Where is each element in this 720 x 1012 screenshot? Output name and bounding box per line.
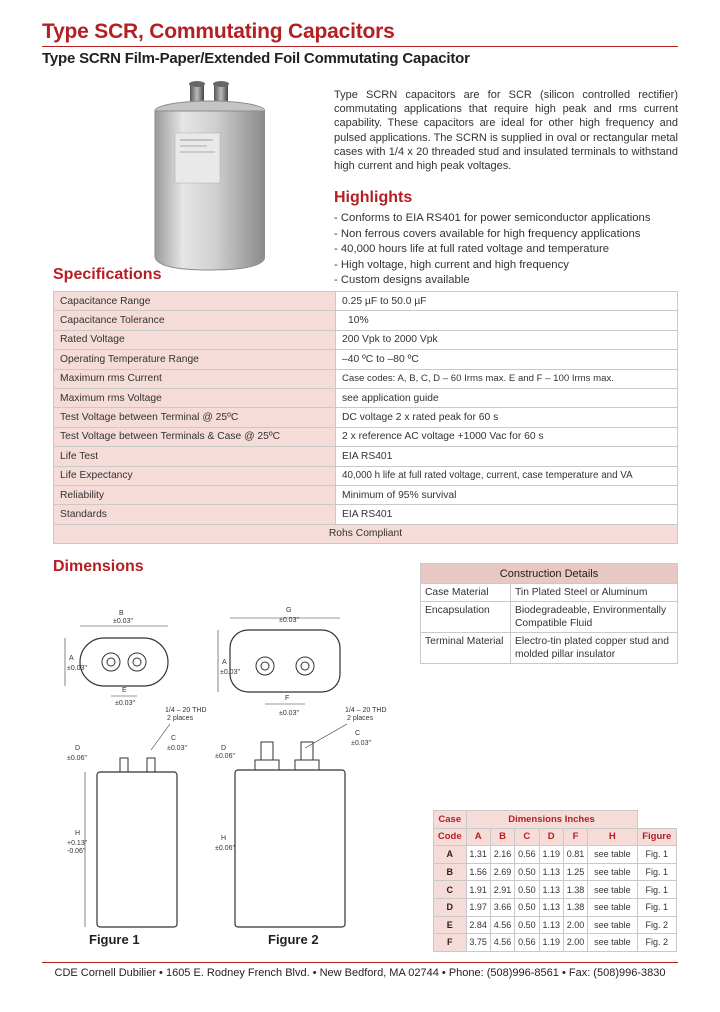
table-row xyxy=(434,863,677,881)
spec-value: 2 x reference AC voltage +1000 Vac for 60 s xyxy=(336,427,678,446)
table-row xyxy=(434,898,677,916)
cell: 0.50 xyxy=(515,898,539,916)
label-h2: H xyxy=(221,835,227,842)
spec-value: 200 Vpk to 2000 Vpk xyxy=(336,330,678,349)
spec-label: Maximum rms Voltage xyxy=(54,388,336,407)
label-f-tol: ±0.03" xyxy=(279,710,299,717)
spec-label: Rated Voltage xyxy=(54,330,336,349)
case-code: B xyxy=(434,863,467,881)
construction-value: Tin Plated Steel or Aluminum xyxy=(511,584,678,602)
construction-label: Encapsulation xyxy=(421,602,511,633)
spec-value: Case codes: A, B, C, D – 60 Irms max. E and F – 100 Irms max. xyxy=(336,369,678,388)
cell: 0.81 xyxy=(563,846,587,864)
cell: 1.13 xyxy=(539,881,563,899)
capacitor-photo xyxy=(135,78,265,273)
list-item: - Conforms to EIA RS401 for power semiconductor applications xyxy=(334,212,651,224)
table-row xyxy=(421,584,678,602)
cell: 2.84 xyxy=(466,916,490,934)
dimension-drawings xyxy=(55,600,395,930)
label-h: H xyxy=(75,830,81,837)
table-row xyxy=(54,350,678,369)
column-header: B xyxy=(490,828,514,846)
table-row xyxy=(54,447,678,466)
spec-label: Reliability xyxy=(54,485,336,504)
spec-label: Standards xyxy=(54,505,336,524)
spec-label: Test Voltage between Terminals & Case @ 25ºC xyxy=(54,427,336,446)
label-c: C xyxy=(171,735,177,742)
table-row xyxy=(54,524,678,543)
case-code: E xyxy=(434,916,467,934)
cell: 2.91 xyxy=(490,881,514,899)
table-row xyxy=(54,311,678,330)
label-d-tol: ±0.06" xyxy=(67,755,87,762)
cell: 1.13 xyxy=(539,863,563,881)
cell: see table xyxy=(588,898,637,916)
intro-paragraph: Type SCRN capacitors are for SCR (silicon controlled rectifier) commutating applications that require high peak and rms current capability. These capacitors are ideal for other high frequency and pulsed applications. The SCRN is supplied in oval or rectangular metal cases with 1/4 x 20 threaded stud and insulated terminals to withstand high current and high peak voltages. xyxy=(334,89,678,173)
cell: Fig. 1 xyxy=(637,898,676,916)
table-row xyxy=(434,934,677,952)
construction-value: Biodegradeable, Environmentally Compatible Fluid xyxy=(511,602,678,633)
dimensions-heading: Dimensions xyxy=(53,558,144,575)
column-header: F xyxy=(563,828,587,846)
label-g-tol: ±0.03" xyxy=(279,617,299,624)
spec-value: EIA RS401 xyxy=(336,447,678,466)
table-row xyxy=(54,466,678,485)
case-code: A xyxy=(434,846,467,864)
table-row xyxy=(434,811,677,829)
label-f: F xyxy=(285,695,290,702)
cell: 4.56 xyxy=(490,934,514,952)
specifications-heading: Specifications xyxy=(53,266,162,283)
label-e: E xyxy=(122,687,127,694)
case-header: Case xyxy=(434,811,467,829)
label-c2-tol: ±0.03" xyxy=(351,740,371,747)
rohs-row: Rohs Compliant xyxy=(54,524,678,543)
label-stud2b: 2 places xyxy=(347,715,374,722)
page-title: Type SCR, Commutating Capacitors xyxy=(42,20,395,43)
cell: 1.31 xyxy=(466,846,490,864)
cell: Fig. 2 xyxy=(637,934,676,952)
spec-value: 0.25 µF to 50.0 µF xyxy=(336,292,678,311)
label-h-tol1: +0.13" xyxy=(67,840,88,847)
cell: Fig. 2 xyxy=(637,916,676,934)
cell: Fig. 1 xyxy=(637,846,676,864)
spec-label: Operating Temperature Range xyxy=(54,350,336,369)
table-row xyxy=(54,330,678,349)
spec-value: 10% xyxy=(336,311,678,330)
label-d2: D xyxy=(221,745,227,752)
table-row xyxy=(54,427,678,446)
label-stud2: 1/4 – 20 THD xyxy=(345,707,387,714)
cell: 3.75 xyxy=(466,934,490,952)
table-row xyxy=(434,828,677,846)
cell: see table xyxy=(588,863,637,881)
table-row xyxy=(54,292,678,311)
column-header: H xyxy=(588,828,637,846)
table-row xyxy=(434,846,677,864)
case-code: F xyxy=(434,934,467,952)
case-code: D xyxy=(434,898,467,916)
label-a2-tol: ±0.03" xyxy=(220,669,240,676)
spec-value: 40,000 h life at full rated voltage, current, case temperature and VA xyxy=(336,466,678,485)
cell: 1.19 xyxy=(539,846,563,864)
table-row xyxy=(434,881,677,899)
cell: Fig. 1 xyxy=(637,881,676,899)
table-row xyxy=(54,369,678,388)
table-row xyxy=(54,388,678,407)
figure-2-label: Figure 2 xyxy=(268,932,319,947)
list-item: - 40,000 hours life at full rated voltage and temperature xyxy=(334,243,610,256)
list-item: - High voltage, high current and high frequency xyxy=(334,258,569,271)
highlights-heading: Highlights xyxy=(334,189,413,206)
table-row xyxy=(421,602,678,633)
column-header: D xyxy=(539,828,563,846)
list-item: - Custom designs available xyxy=(334,274,470,287)
label-e-tol: ±0.03" xyxy=(115,700,135,707)
label-a: A xyxy=(69,655,74,662)
page-subtitle: Type SCRN Film-Paper/Extended Foil Commutating Capacitor xyxy=(42,50,470,67)
label-h2-tol: ±0.06" xyxy=(215,845,235,852)
title-rule xyxy=(42,46,678,47)
spec-label: Life Test xyxy=(54,447,336,466)
table-row xyxy=(421,633,678,664)
cell: 2.00 xyxy=(563,934,587,952)
label-d: D xyxy=(75,745,81,752)
specifications-table xyxy=(53,291,678,544)
cell: 0.50 xyxy=(515,881,539,899)
cell: 1.56 xyxy=(466,863,490,881)
cell: see table xyxy=(588,916,637,934)
construction-label: Case Material xyxy=(421,584,511,602)
cell: 2.16 xyxy=(490,846,514,864)
dimensions-table xyxy=(433,810,677,952)
spec-label: Maximum rms Current xyxy=(54,369,336,388)
cell: 4.56 xyxy=(490,916,514,934)
cell: see table xyxy=(588,881,637,899)
figure-1-label: Figure 1 xyxy=(89,932,140,947)
label-a-tol: ±0.03" xyxy=(67,665,87,672)
dimensions-group-header: Dimensions Inches xyxy=(466,811,637,829)
cell: 0.50 xyxy=(515,863,539,881)
label-stud1b: 2 places xyxy=(167,715,194,722)
label-h-tol2: -0.06" xyxy=(67,848,86,855)
label-g: G xyxy=(286,607,292,614)
cell: 0.50 xyxy=(515,916,539,934)
cell: 2.69 xyxy=(490,863,514,881)
spec-value: EIA RS401 xyxy=(336,505,678,524)
cell: see table xyxy=(588,934,637,952)
spec-label: Test Voltage between Terminal @ 25ºC xyxy=(54,408,336,427)
footer-contact: CDE Cornell Dubilier • 1605 E. Rodney French Blvd. • New Bedford, MA 02744 • Phone: (508)996-8561 • Fax: (508)996-3830 xyxy=(54,967,666,979)
label-stud1: 1/4 – 20 THD xyxy=(165,707,207,714)
footer-rule xyxy=(42,962,678,963)
construction-label: Terminal Material xyxy=(421,633,511,664)
table-row xyxy=(434,916,677,934)
table-row xyxy=(54,408,678,427)
cell: 1.19 xyxy=(539,934,563,952)
table-row xyxy=(54,485,678,504)
column-header: Code xyxy=(434,828,467,846)
construction-value: Electro-tin plated copper stud and molded pillar insulator xyxy=(511,633,678,664)
spec-label: Capacitance Tolerance xyxy=(54,311,336,330)
cell: 1.13 xyxy=(539,898,563,916)
column-header: C xyxy=(515,828,539,846)
construction-table xyxy=(420,563,678,664)
label-c-tol: ±0.03" xyxy=(167,745,187,752)
label-b-tol: ±0.03" xyxy=(113,618,133,625)
cell: see table xyxy=(588,846,637,864)
spec-value: see application guide xyxy=(336,388,678,407)
cell: 0.56 xyxy=(515,846,539,864)
table-row xyxy=(421,564,678,584)
spec-label: Capacitance Range xyxy=(54,292,336,311)
spec-value: –40 ºC to –80 ºC xyxy=(336,350,678,369)
cell: 1.38 xyxy=(563,898,587,916)
cell: 1.13 xyxy=(539,916,563,934)
spec-label: Life Expectancy xyxy=(54,466,336,485)
cell: 2.00 xyxy=(563,916,587,934)
cell: 1.91 xyxy=(466,881,490,899)
highlights-list xyxy=(334,211,678,289)
label-a2: A xyxy=(222,659,227,666)
construction-heading: Construction Details xyxy=(421,564,678,584)
spec-value: Minimum of 95% survival xyxy=(336,485,678,504)
label-b: B xyxy=(119,610,124,617)
cell: 3.66 xyxy=(490,898,514,916)
label-c2: C xyxy=(355,730,361,737)
column-header: Figure xyxy=(637,828,676,846)
label-d2-tol: ±0.06" xyxy=(215,753,235,760)
spec-value: DC voltage 2 x rated peak for 60 s xyxy=(336,408,678,427)
case-code: C xyxy=(434,881,467,899)
list-item: - Non ferrous covers available for high frequency applications xyxy=(334,227,641,240)
column-header: A xyxy=(466,828,490,846)
cell: 1.38 xyxy=(563,881,587,899)
cell: 1.25 xyxy=(563,863,587,881)
cell: 1.97 xyxy=(466,898,490,916)
cell: Fig. 1 xyxy=(637,863,676,881)
empty-header xyxy=(637,811,676,829)
cell: 0.56 xyxy=(515,934,539,952)
table-row xyxy=(54,505,678,524)
